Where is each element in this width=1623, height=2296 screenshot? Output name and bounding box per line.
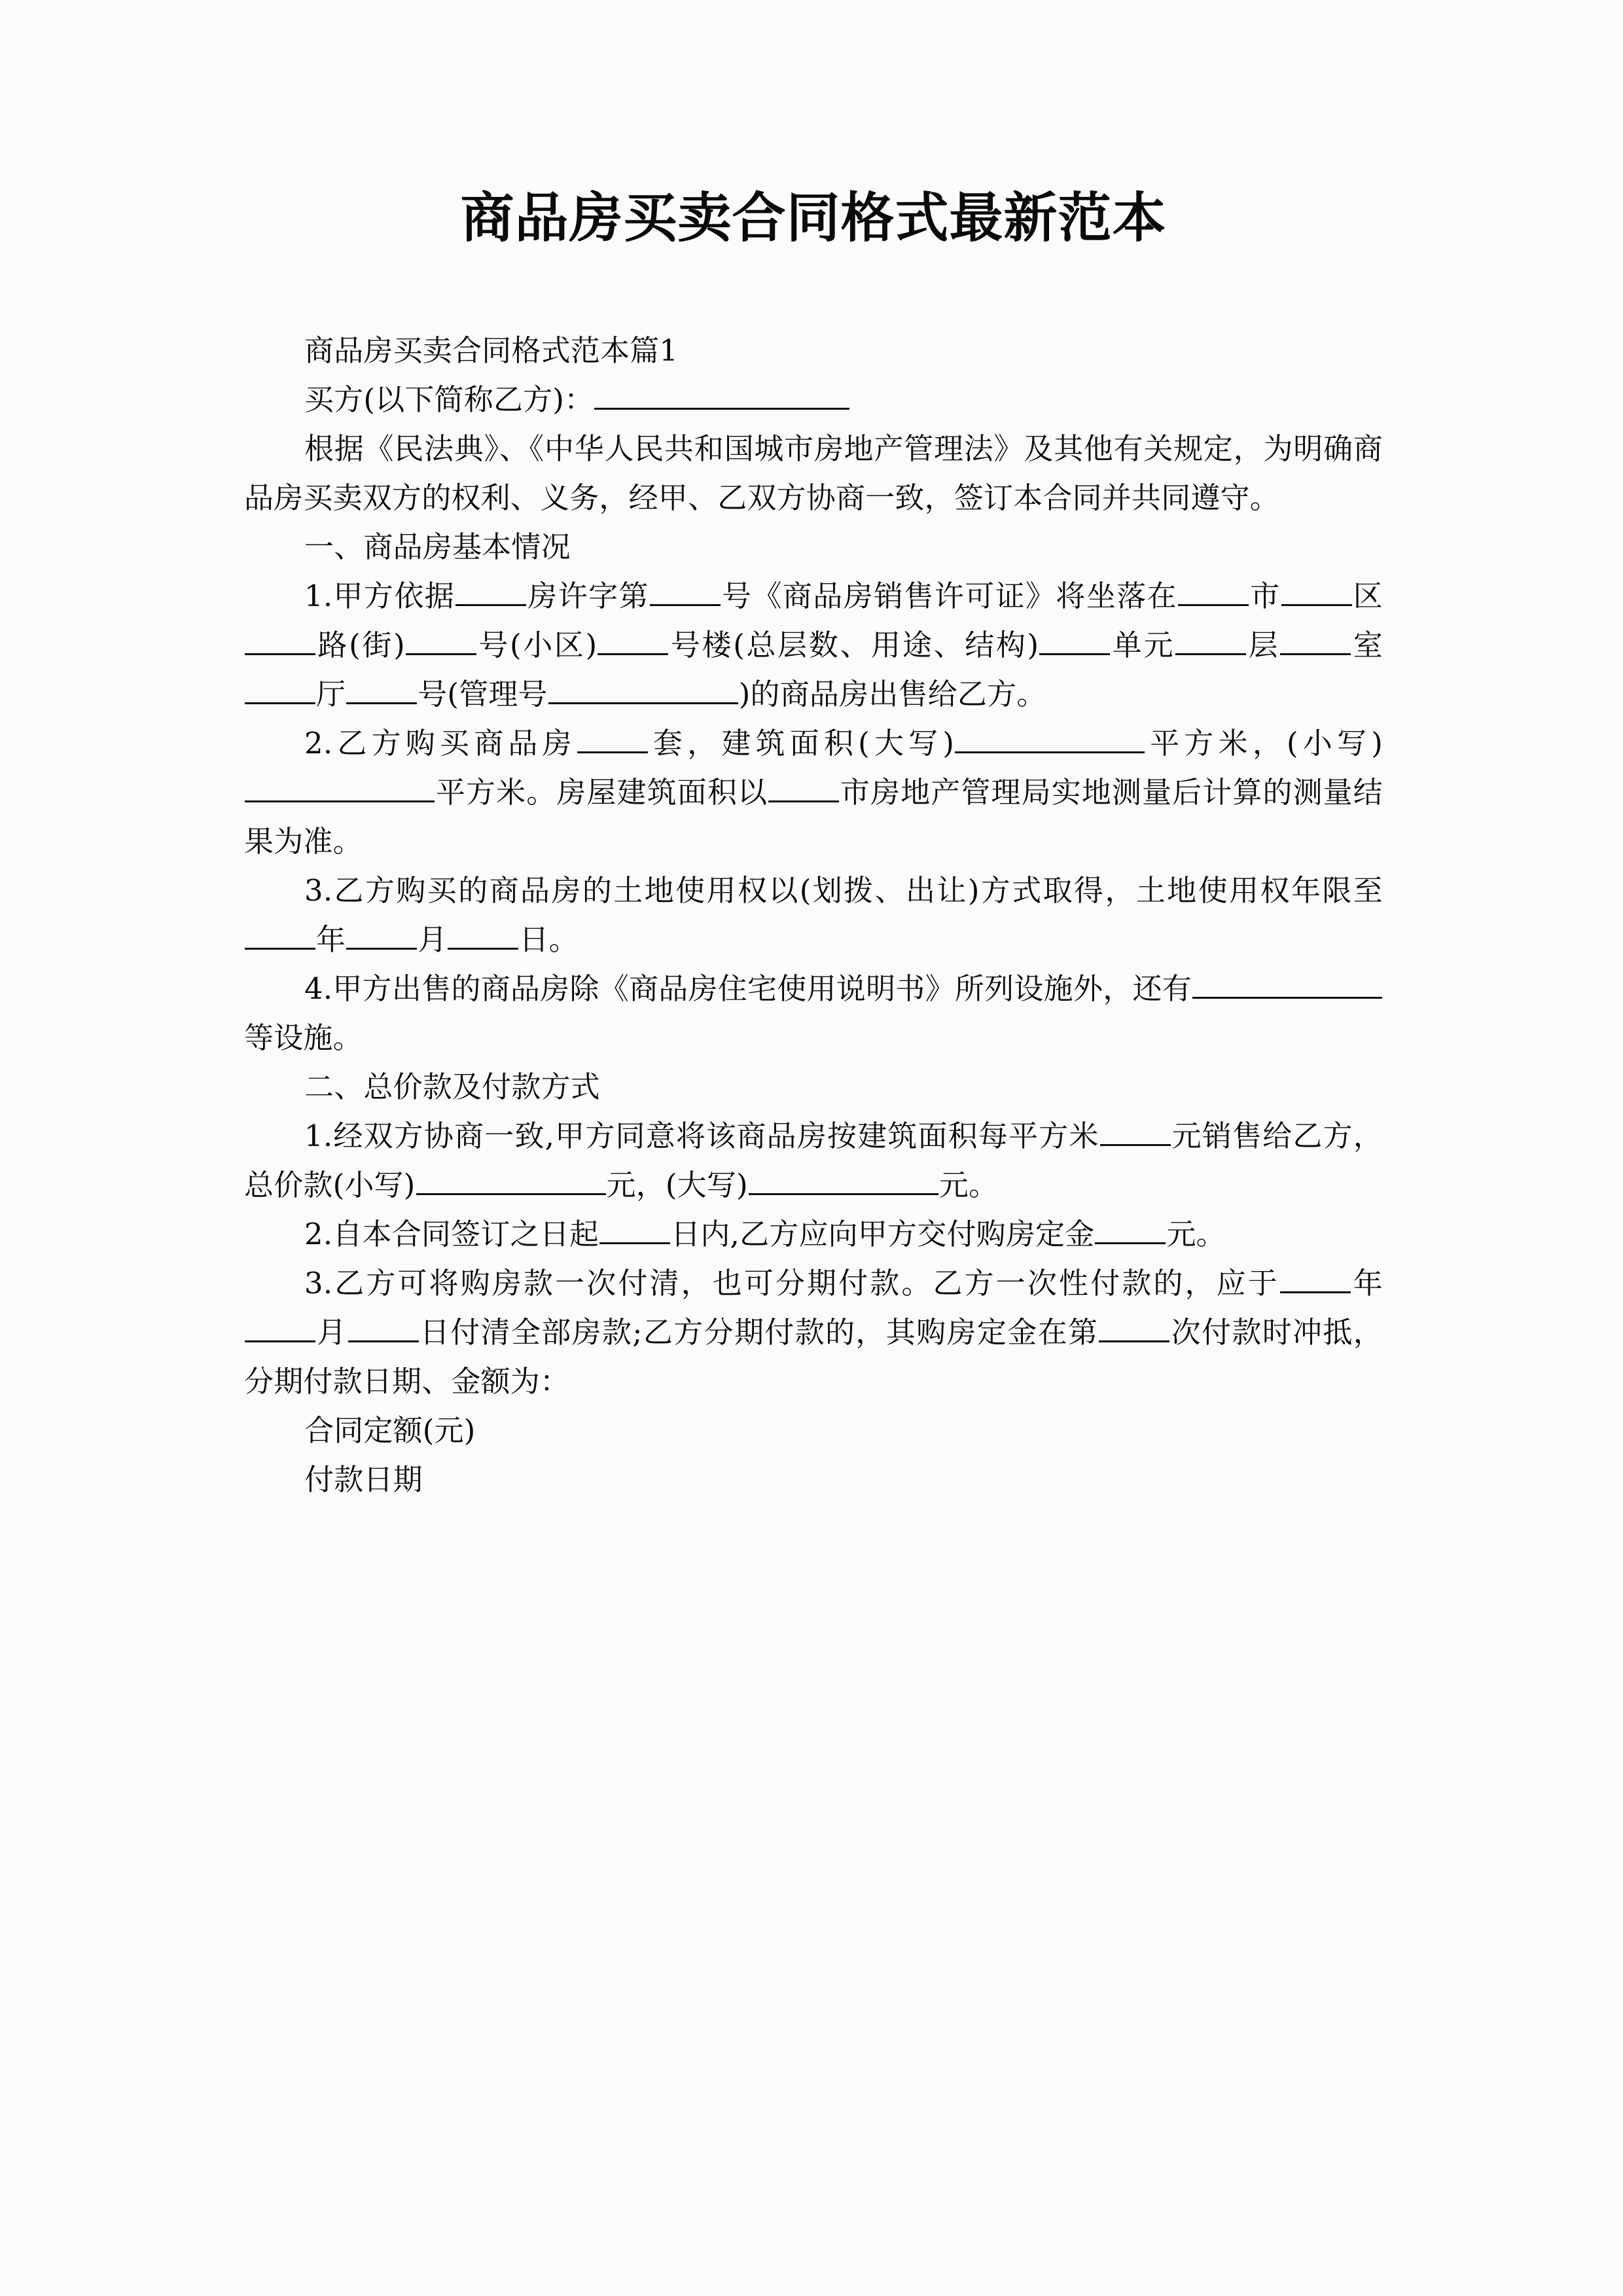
s2-item2-blank-1[interactable]: [599, 1213, 670, 1244]
item1-blank-5[interactable]: [245, 624, 315, 655]
s2-item2-text-3: 元。: [1166, 1217, 1226, 1252]
s2-item1-blank-3[interactable]: [749, 1164, 938, 1195]
document-content: [244, 326, 1383, 1504]
buyer-name-blank[interactable]: [594, 379, 849, 410]
item2-blank-3[interactable]: [245, 772, 435, 802]
item1-text-14: )的商品房出售给乙方。: [738, 677, 1046, 712]
item3-text-1: 3.乙方购买的商品房的土地使用权以(划拨、出让)方式取得，土地使用权年限至: [304, 873, 1383, 908]
item1-blank-6[interactable]: [406, 624, 476, 655]
item1-text-2: 房许字第: [527, 579, 649, 614]
item2-blank-2[interactable]: [955, 723, 1145, 753]
item4-text-2: 等设施。: [244, 1020, 363, 1056]
item2-blank-4[interactable]: [768, 772, 839, 802]
section-one-item-1: [244, 571, 1383, 719]
section-two-item-3: [244, 1259, 1383, 1406]
item1-text-8: 号楼(总层数、用途、结构): [669, 628, 1039, 663]
preamble-text: 根据《民法典》、《中华人民共和国城市房地产管理法》及其他有关规定，为明确商品房买卖双方的权利、义务，经甲、乙双方协商一致，签订本合同并共同遵守。: [244, 431, 1383, 516]
item2-text-5: 市房地产管理局实地测量后计算的测量结果为准。: [244, 775, 1383, 859]
item1-blank-9[interactable]: [1175, 624, 1246, 655]
item3-blank-2[interactable]: [346, 919, 417, 950]
item4-blank-1[interactable]: [1192, 968, 1382, 999]
preamble-paragraph: [244, 424, 1383, 522]
buyer-line: [244, 375, 1383, 424]
s2-item3-text-2: 年: [1351, 1266, 1383, 1301]
item2-text-1: 2.乙方购买商品房: [304, 726, 577, 761]
item1-blank-8[interactable]: [1039, 624, 1110, 655]
item1-blank-1[interactable]: [455, 575, 526, 606]
item2-blank-1[interactable]: [577, 723, 648, 753]
item1-blank-12[interactable]: [346, 673, 417, 704]
s2-item2-text-2: 日内,乙方应向甲方交付购房定金: [671, 1217, 1095, 1252]
section-one-item-3: [244, 866, 1383, 964]
item1-blank-3[interactable]: [1178, 575, 1249, 606]
section-one-heading: [244, 522, 1383, 571]
item1-text-6: 路(街): [316, 628, 405, 663]
s2-item3-text-3: 月: [316, 1315, 348, 1350]
section-one-item-2: [244, 719, 1383, 866]
item1-blank-13[interactable]: [548, 673, 738, 704]
s2-item2-blank-2[interactable]: [1095, 1213, 1166, 1244]
item1-text-9: 单元: [1111, 628, 1175, 663]
sample-heading: [244, 326, 1383, 375]
payment-table-label-date: [244, 1455, 1383, 1504]
item1-text-11: 室: [1351, 628, 1383, 663]
item1-text-7: 号(小区): [476, 628, 597, 663]
document-body: [244, 0, 1383, 1504]
item3-blank-3[interactable]: [448, 919, 518, 950]
s2-item1-blank-2[interactable]: [416, 1164, 606, 1195]
item1-text-4: 市: [1249, 579, 1281, 614]
s2-item1-text-2: 元销售给乙方，总价款(小写): [244, 1119, 1383, 1203]
item1-blank-11[interactable]: [245, 673, 315, 704]
s2-item3-blank-2[interactable]: [245, 1312, 315, 1342]
item2-text-4: 平方米。房屋建筑面积以: [435, 775, 768, 810]
section-two-heading-text: 二、总价款及付款方式: [304, 1069, 601, 1105]
s2-item1-text-1: 1.经双方协商一致,甲方同意将该商品房按建筑面积每平方米: [304, 1119, 1099, 1154]
s2-item1-text-3: 元，(大写): [606, 1168, 748, 1203]
item1-text-12: 厅: [316, 677, 346, 712]
item2-text-2: 套，建筑面积(大写): [648, 726, 955, 761]
item1-text-3: 号《商品房销售许可证》将坐落在: [721, 579, 1177, 614]
item2-text-3: 平方米，(小写): [1145, 726, 1383, 761]
sample-heading-text: 商品房买卖合同格式范本篇1: [304, 333, 679, 368]
item1-blank-2[interactable]: [650, 575, 721, 606]
item1-blank-7[interactable]: [597, 624, 668, 655]
item1-blank-4[interactable]: [1281, 575, 1352, 606]
s2-item3-blank-3[interactable]: [348, 1312, 419, 1342]
section-one-item-4: [244, 964, 1383, 1062]
payment-table-label-amount: [244, 1406, 1383, 1455]
s2-item2-text-1: 2.自本合同签订之日起: [304, 1217, 599, 1252]
item3-text-3: 月: [418, 922, 448, 958]
payment-table-label-date-text: 付款日期: [304, 1462, 423, 1498]
s2-item1-blank-1[interactable]: [1100, 1115, 1171, 1146]
item4-text-1: 4.甲方出售的商品房除《商品房住宅使用说明书》所列设施外，还有: [304, 971, 1192, 1007]
section-one-heading-text: 一、商品房基本情况: [304, 529, 571, 565]
section-two-item-1: [244, 1111, 1383, 1210]
s2-item3-text-5: 次付款时冲抵，分期付款日期、金额为：: [244, 1315, 1383, 1399]
s2-item1-text-4: 元。: [938, 1168, 999, 1203]
page-title: 商品房买卖合同格式最新范本: [460, 187, 1167, 249]
section-two-heading: [244, 1062, 1383, 1111]
s2-item3-blank-4[interactable]: [1099, 1312, 1169, 1342]
s2-item3-text-4: 日付清全部房款;乙方分期付款的，其购房定金在第: [419, 1315, 1099, 1350]
item3-text-4: 日。: [519, 922, 579, 958]
item1-text-5: 区: [1352, 579, 1383, 614]
section-two-item-2: [244, 1210, 1383, 1259]
s2-item3-blank-1[interactable]: [1280, 1263, 1351, 1293]
item3-text-2: 年: [316, 922, 346, 958]
payment-table-label-amount-text: 合同定额(元): [304, 1413, 476, 1448]
item3-blank-1[interactable]: [245, 919, 315, 950]
item1-text-13: 号(管理号: [418, 677, 548, 712]
s2-item3-text-1: 3.乙方可将购房款一次付清，也可分期付款。乙方一次性付款的，应于: [304, 1266, 1279, 1301]
buyer-line-label: 买方(以下简称乙方)：: [304, 382, 594, 418]
item1-blank-10[interactable]: [1280, 624, 1351, 655]
item1-text-10: 层: [1247, 628, 1280, 663]
item1-text-1: 1.甲方依据: [304, 579, 455, 614]
